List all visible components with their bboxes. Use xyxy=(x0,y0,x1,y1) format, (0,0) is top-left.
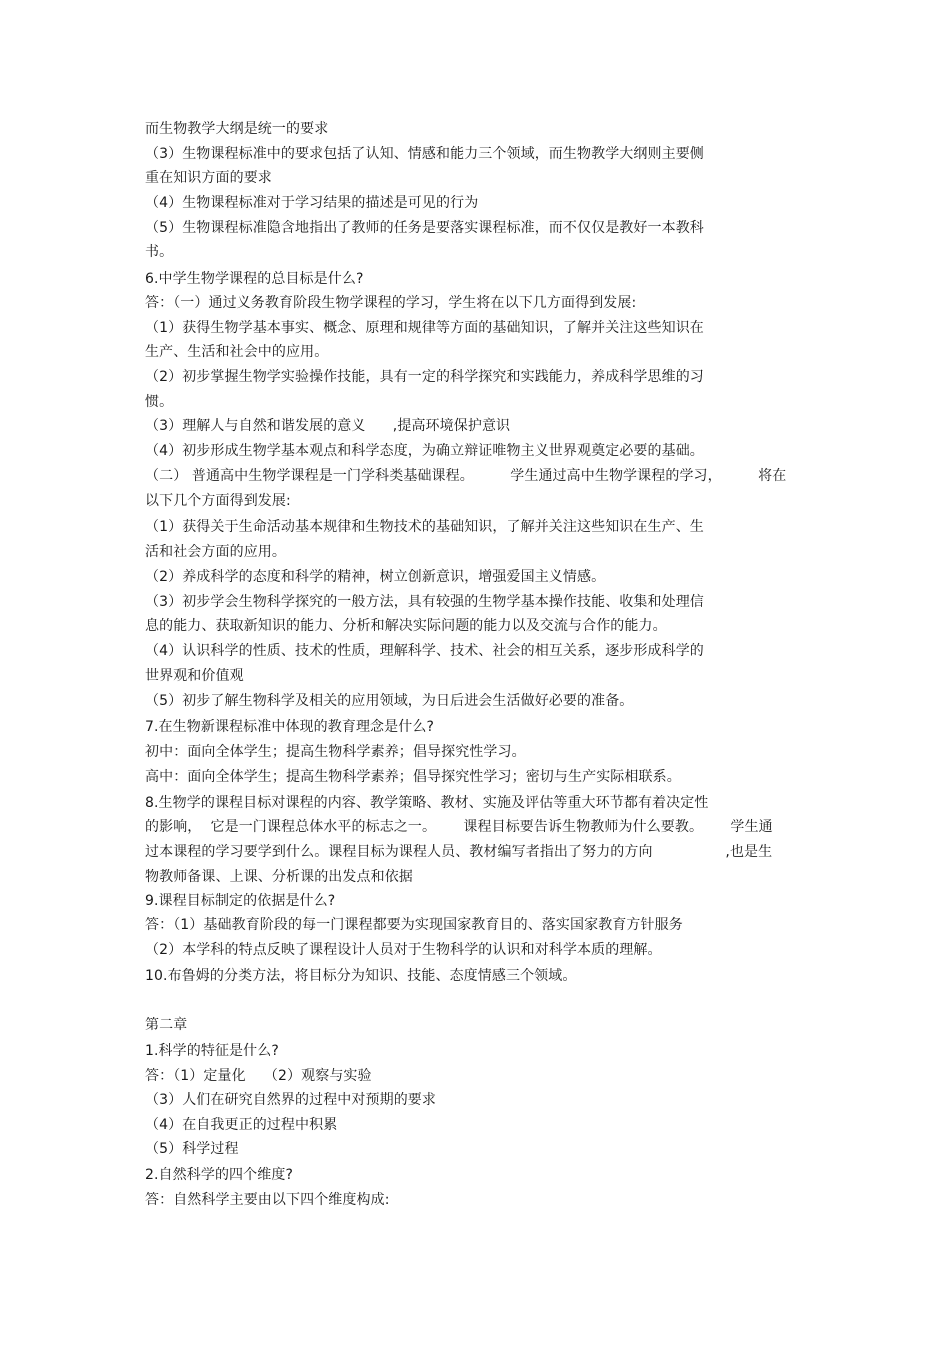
question-heading: 8.生物学的课程目标对课程的内容、教学策略、教材、实施及评估等重大环节都有着决定性 xyxy=(145,795,709,811)
text-line: （4）认识科学的性质、技术的性质，理解科学、技术、社会的相互关系，逐步形成科学的 xyxy=(145,643,704,659)
text-line: 世界观和价值观 xyxy=(145,668,244,684)
question-heading: 10.布鲁姆的分类方法，将目标分为知识、技能、态度情感三个领域。 xyxy=(145,968,577,984)
text-line: （2）本学科的特点反映了课程设计人员对于生物科学的认识和对科学本质的理解。 xyxy=(145,942,662,958)
text-line: （1）获得生物学基本事实、概念、原理和规律等方面的基础知识，了解并关注这些知识在 xyxy=(145,320,704,336)
text-line: 初中：面向全体学生；提高生物科学素养；倡导探究性学习。 xyxy=(145,744,526,760)
text-line: （4）在自我更正的过程中积累 xyxy=(145,1117,338,1133)
text-line: 答：（1）定量化 （2）观察与实验 xyxy=(145,1068,372,1084)
text-line: （2）养成科学的态度和科学的精神，树立创新意识，增强爱国主义情感。 xyxy=(145,569,606,585)
question-heading: 7.在生物新课程标准中体现的教育理念是什么? xyxy=(145,719,434,735)
text-line: 答：自然科学主要由以下四个维度构成: xyxy=(145,1192,390,1208)
text-line: 息的能力、获取新知识的能力、分析和解决实际问题的能力以及交流与合作的能力。 xyxy=(145,618,667,634)
text-line: （3）理解人与自然和谐发展的意义 ,提高环境保护意识 xyxy=(145,418,511,434)
text-line: （3）生物课程标准中的要求包括了认知、情感和能力三个领域，而生物教学大纲则主要侧 xyxy=(145,146,704,162)
text-line: （4）初步形成生物学基本观点和科学态度，为确立辩证唯物主义世界观奠定必要的基础。 xyxy=(145,443,704,459)
text-line: （1）获得关于生命活动基本规律和生物技术的基础知识，了解并关注这些知识在生产、生 xyxy=(145,519,704,535)
text-line: （2）初步掌握生物学实验操作技能，具有一定的科学探究和实践能力，养成科学思维的习 xyxy=(145,369,704,385)
question-heading: 2.自然科学的四个维度? xyxy=(145,1167,293,1183)
text-line: （4）生物课程标准对于学习结果的描述是可见的行为 xyxy=(145,195,479,211)
question-heading: 6.中学生物学课程的总目标是什么? xyxy=(145,271,364,287)
text-line: 惯。 xyxy=(145,394,174,410)
question-heading: 1.科学的特征是什么? xyxy=(145,1043,279,1059)
text-line: 书。 xyxy=(145,244,174,260)
text-line: （5）科学过程 xyxy=(145,1141,239,1157)
text-line: 过本课程的学习要学到什么。课程目标为课程人员、教材编写者指出了努力的方向 ,也是生 xyxy=(145,844,773,860)
text-line: 生产、生活和社会中的应用。 xyxy=(145,344,329,360)
text-line: （5）生物课程标准隐含地指出了教师的任务是要落实课程标准，而不仅仅是教好一本教科 xyxy=(145,220,704,236)
text-line: （5）初步了解生物科学及相关的应用领域，为日后进会生活做好必要的准备。 xyxy=(145,693,634,709)
text-line: （3）初步学会生物科学探究的一般方法，具有较强的生物学基本操作技能、收集和处理信 xyxy=(145,594,704,610)
text-line: （二） 普通高中生物学课程是一门学科类基础课程。 学生通过高中生物学课程的学习， 将在 xyxy=(145,468,787,484)
text-line: 而生物教学大纲是统一的要求 xyxy=(145,121,329,137)
text-line: 的影响， 它是一门课程总体水平的标志之一。 课程目标要告诉生物教师为什么要教。 学生通 xyxy=(145,819,773,835)
question-heading: 9.课程目标制定的依据是什么? xyxy=(145,893,336,909)
text-line: 以下几个方面得到发展: xyxy=(145,493,291,509)
chapter-heading: 第二章 xyxy=(145,1017,188,1033)
text-line: 物教师备课、上课、分析课的出发点和依据 xyxy=(145,869,413,885)
text-line: 答：（1）基础教育阶段的每一门课程都要为实现国家教育目的、落实国家教育方针服务 xyxy=(145,917,683,933)
text-line: 重在知识方面的要求 xyxy=(145,170,272,186)
text-line: 答：（一）通过义务教育阶段生物学课程的学习，学生将在以下几方面得到发展: xyxy=(145,295,637,311)
text-line: 高中：面向全体学生；提高生物科学素养；倡导探究性学习；密切与生产实际相联系。 xyxy=(145,769,681,785)
text-line: （3）人们在研究自然界的过程中对预期的要求 xyxy=(145,1092,437,1108)
text-line: 活和社会方面的应用。 xyxy=(145,544,286,560)
